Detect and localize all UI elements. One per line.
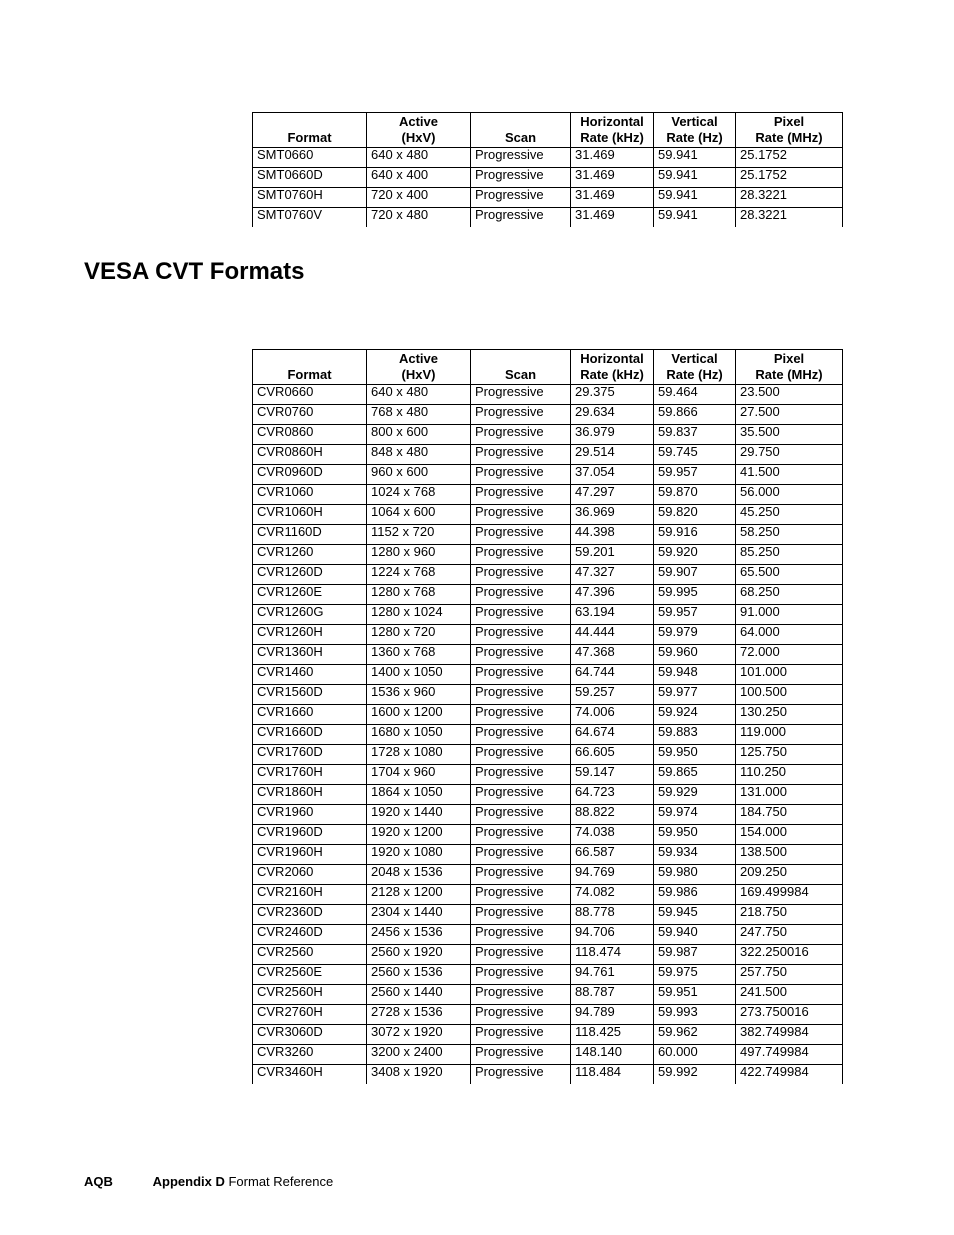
cell-format: CVR1960 bbox=[253, 805, 367, 825]
cell-pixel-rate: 28.3221 bbox=[736, 188, 843, 208]
cell-scan: Progressive bbox=[471, 525, 571, 545]
cell-active: 2128 x 1200 bbox=[367, 885, 471, 905]
cell-horizontal-rate: 66.587 bbox=[571, 845, 654, 865]
col-header-scan: Scan bbox=[471, 350, 571, 385]
cell-pixel-rate: 58.250 bbox=[736, 525, 843, 545]
cell-pixel-rate: 64.000 bbox=[736, 625, 843, 645]
cell-horizontal-rate: 29.514 bbox=[571, 445, 654, 465]
cell-horizontal-rate: 47.297 bbox=[571, 485, 654, 505]
cell-active: 1920 x 1440 bbox=[367, 805, 471, 825]
cell-format: CVR1460 bbox=[253, 665, 367, 685]
col-header-active: Active (HxV) bbox=[367, 113, 471, 148]
cell-vertical-rate: 59.941 bbox=[654, 188, 736, 208]
table-row bbox=[253, 625, 843, 645]
cell-scan: Progressive bbox=[471, 545, 571, 565]
table-row bbox=[253, 525, 843, 545]
cell-active: 3072 x 1920 bbox=[367, 1025, 471, 1045]
cell-pixel-rate: 257.750 bbox=[736, 965, 843, 985]
cell-vertical-rate: 59.980 bbox=[654, 865, 736, 885]
table-row bbox=[253, 765, 843, 785]
cell-active: 848 x 480 bbox=[367, 445, 471, 465]
table-row bbox=[253, 148, 843, 168]
cell-pixel-rate: 68.250 bbox=[736, 585, 843, 605]
table-row bbox=[253, 585, 843, 605]
cell-horizontal-rate: 37.054 bbox=[571, 465, 654, 485]
cell-horizontal-rate: 64.723 bbox=[571, 785, 654, 805]
cell-scan: Progressive bbox=[471, 1065, 571, 1085]
cell-active: 640 x 480 bbox=[367, 148, 471, 168]
cell-horizontal-rate: 31.469 bbox=[571, 168, 654, 188]
cell-vertical-rate: 59.957 bbox=[654, 605, 736, 625]
cell-horizontal-rate: 94.706 bbox=[571, 925, 654, 945]
cell-scan: Progressive bbox=[471, 188, 571, 208]
cell-active: 2560 x 1920 bbox=[367, 945, 471, 965]
cell-horizontal-rate: 88.822 bbox=[571, 805, 654, 825]
cell-pixel-rate: 72.000 bbox=[736, 645, 843, 665]
cell-vertical-rate: 59.837 bbox=[654, 425, 736, 445]
cell-pixel-rate: 110.250 bbox=[736, 765, 843, 785]
cell-scan: Progressive bbox=[471, 485, 571, 505]
cell-scan: Progressive bbox=[471, 985, 571, 1005]
table-row bbox=[253, 865, 843, 885]
cell-vertical-rate: 59.951 bbox=[654, 985, 736, 1005]
cell-vertical-rate: 59.941 bbox=[654, 168, 736, 188]
cell-format: CVR1660D bbox=[253, 725, 367, 745]
cell-format: CVR1760H bbox=[253, 765, 367, 785]
cell-vertical-rate: 59.883 bbox=[654, 725, 736, 745]
table-body bbox=[253, 385, 843, 1085]
cell-active: 1920 x 1200 bbox=[367, 825, 471, 845]
cell-active: 2560 x 1440 bbox=[367, 985, 471, 1005]
cell-horizontal-rate: 31.469 bbox=[571, 208, 654, 228]
cell-pixel-rate: 45.250 bbox=[736, 505, 843, 525]
cell-active: 1400 x 1050 bbox=[367, 665, 471, 685]
cell-active: 640 x 480 bbox=[367, 385, 471, 405]
col-header-active: Active (HxV) bbox=[367, 350, 471, 385]
cell-scan: Progressive bbox=[471, 865, 571, 885]
cell-scan: Progressive bbox=[471, 1025, 571, 1045]
cell-vertical-rate: 59.924 bbox=[654, 705, 736, 725]
cell-vertical-rate: 59.940 bbox=[654, 925, 736, 945]
table-row bbox=[253, 465, 843, 485]
col-header-format: Format bbox=[253, 350, 367, 385]
cell-format: CVR0760 bbox=[253, 405, 367, 425]
cell-active: 2560 x 1536 bbox=[367, 965, 471, 985]
cell-scan: Progressive bbox=[471, 1045, 571, 1065]
cell-horizontal-rate: 64.744 bbox=[571, 665, 654, 685]
cell-format: CVR0960D bbox=[253, 465, 367, 485]
cell-horizontal-rate: 88.787 bbox=[571, 985, 654, 1005]
table-row bbox=[253, 1005, 843, 1025]
cell-vertical-rate: 59.865 bbox=[654, 765, 736, 785]
cell-horizontal-rate: 148.140 bbox=[571, 1045, 654, 1065]
cell-format: CVR2560E bbox=[253, 965, 367, 985]
cell-active: 1864 x 1050 bbox=[367, 785, 471, 805]
cell-horizontal-rate: 88.778 bbox=[571, 905, 654, 925]
table-row bbox=[253, 1065, 843, 1085]
cell-pixel-rate: 154.000 bbox=[736, 825, 843, 845]
cell-format: CVR1660 bbox=[253, 705, 367, 725]
table-row bbox=[253, 188, 843, 208]
cell-pixel-rate: 25.1752 bbox=[736, 168, 843, 188]
table-row bbox=[253, 965, 843, 985]
cell-pixel-rate: 131.000 bbox=[736, 785, 843, 805]
appendix-label: Appendix D bbox=[152, 1174, 225, 1189]
col-header-scan: Scan bbox=[471, 113, 571, 148]
cell-active: 960 x 600 bbox=[367, 465, 471, 485]
col-header-format: Format bbox=[253, 113, 367, 148]
cell-format: CVR0860 bbox=[253, 425, 367, 445]
cell-active: 1680 x 1050 bbox=[367, 725, 471, 745]
cell-horizontal-rate: 63.194 bbox=[571, 605, 654, 625]
table-header-row bbox=[253, 113, 843, 148]
cell-pixel-rate: 100.500 bbox=[736, 685, 843, 705]
cell-pixel-rate: 41.500 bbox=[736, 465, 843, 485]
table-row bbox=[253, 845, 843, 865]
cell-vertical-rate: 59.916 bbox=[654, 525, 736, 545]
cell-format: CVR1760D bbox=[253, 745, 367, 765]
cell-active: 1704 x 960 bbox=[367, 765, 471, 785]
cell-pixel-rate: 119.000 bbox=[736, 725, 843, 745]
cell-active: 1280 x 960 bbox=[367, 545, 471, 565]
cell-scan: Progressive bbox=[471, 425, 571, 445]
cell-vertical-rate: 59.920 bbox=[654, 545, 736, 565]
cell-pixel-rate: 23.500 bbox=[736, 385, 843, 405]
cell-format: CVR0860H bbox=[253, 445, 367, 465]
cell-vertical-rate: 59.464 bbox=[654, 385, 736, 405]
cell-vertical-rate: 59.962 bbox=[654, 1025, 736, 1045]
cell-active: 1280 x 720 bbox=[367, 625, 471, 645]
cell-format: CVR2760H bbox=[253, 1005, 367, 1025]
cell-vertical-rate: 59.941 bbox=[654, 208, 736, 228]
cell-format: CVR1960H bbox=[253, 845, 367, 865]
table-row bbox=[253, 745, 843, 765]
table-row bbox=[253, 168, 843, 188]
table-row bbox=[253, 805, 843, 825]
page-footer bbox=[84, 1174, 333, 1190]
cell-scan: Progressive bbox=[471, 405, 571, 425]
cell-pixel-rate: 422.749984 bbox=[736, 1065, 843, 1085]
cell-active: 1280 x 1024 bbox=[367, 605, 471, 625]
cell-horizontal-rate: 29.634 bbox=[571, 405, 654, 425]
cell-horizontal-rate: 44.398 bbox=[571, 525, 654, 545]
cvt-format-table bbox=[252, 349, 843, 1084]
cell-vertical-rate: 59.907 bbox=[654, 565, 736, 585]
cell-scan: Progressive bbox=[471, 685, 571, 705]
cell-format: CVR2360D bbox=[253, 905, 367, 925]
cell-pixel-rate: 125.750 bbox=[736, 745, 843, 765]
table-row bbox=[253, 1025, 843, 1045]
cell-format: CVR1260E bbox=[253, 585, 367, 605]
cell-horizontal-rate: 29.375 bbox=[571, 385, 654, 405]
table-row bbox=[253, 705, 843, 725]
cell-pixel-rate: 27.500 bbox=[736, 405, 843, 425]
cell-format: CVR2160H bbox=[253, 885, 367, 905]
cell-active: 1360 x 768 bbox=[367, 645, 471, 665]
cell-pixel-rate: 138.500 bbox=[736, 845, 843, 865]
cell-pixel-rate: 184.750 bbox=[736, 805, 843, 825]
cell-vertical-rate: 59.957 bbox=[654, 465, 736, 485]
cell-scan: Progressive bbox=[471, 965, 571, 985]
cell-format: CVR1560D bbox=[253, 685, 367, 705]
col-header-pixel-rate: Pixel Rate (MHz) bbox=[736, 350, 843, 385]
table-row bbox=[253, 445, 843, 465]
cell-scan: Progressive bbox=[471, 465, 571, 485]
cell-scan: Progressive bbox=[471, 585, 571, 605]
cell-vertical-rate: 59.995 bbox=[654, 585, 736, 605]
col-header-horizontal-rate: Horizontal Rate (kHz) bbox=[571, 113, 654, 148]
cell-format: CVR1060H bbox=[253, 505, 367, 525]
col-header-horizontal-rate: Horizontal Rate (kHz) bbox=[571, 350, 654, 385]
cell-format: CVR1160D bbox=[253, 525, 367, 545]
cell-format: CVR1260G bbox=[253, 605, 367, 625]
cell-pixel-rate: 497.749984 bbox=[736, 1045, 843, 1065]
cell-scan: Progressive bbox=[471, 445, 571, 465]
cell-active: 720 x 400 bbox=[367, 188, 471, 208]
cell-vertical-rate: 59.992 bbox=[654, 1065, 736, 1085]
cell-scan: Progressive bbox=[471, 845, 571, 865]
table-row bbox=[253, 645, 843, 665]
table-row bbox=[253, 505, 843, 525]
cell-pixel-rate: 91.000 bbox=[736, 605, 843, 625]
cell-active: 1536 x 960 bbox=[367, 685, 471, 705]
cell-horizontal-rate: 74.006 bbox=[571, 705, 654, 725]
cell-horizontal-rate: 31.469 bbox=[571, 148, 654, 168]
cell-format: CVR2460D bbox=[253, 925, 367, 945]
cell-scan: Progressive bbox=[471, 148, 571, 168]
cell-pixel-rate: 382.749984 bbox=[736, 1025, 843, 1045]
section-label: Format Reference bbox=[228, 1174, 334, 1189]
table-row bbox=[253, 385, 843, 405]
cell-pixel-rate: 65.500 bbox=[736, 565, 843, 585]
cell-horizontal-rate: 47.368 bbox=[571, 645, 654, 665]
cell-pixel-rate: 218.750 bbox=[736, 905, 843, 925]
cell-format: SMT0660 bbox=[253, 148, 367, 168]
cell-pixel-rate: 247.750 bbox=[736, 925, 843, 945]
cell-vertical-rate: 59.960 bbox=[654, 645, 736, 665]
cell-pixel-rate: 101.000 bbox=[736, 665, 843, 685]
cell-scan: Progressive bbox=[471, 605, 571, 625]
cell-horizontal-rate: 59.257 bbox=[571, 685, 654, 705]
cell-active: 1064 x 600 bbox=[367, 505, 471, 525]
cell-active: 1280 x 768 bbox=[367, 585, 471, 605]
cell-vertical-rate: 59.977 bbox=[654, 685, 736, 705]
table-row bbox=[253, 1045, 843, 1065]
cell-horizontal-rate: 94.789 bbox=[571, 1005, 654, 1025]
cell-vertical-rate: 59.948 bbox=[654, 665, 736, 685]
table-header-row bbox=[253, 350, 843, 385]
cell-active: 800 x 600 bbox=[367, 425, 471, 445]
cell-format: CVR0660 bbox=[253, 385, 367, 405]
cell-vertical-rate: 59.993 bbox=[654, 1005, 736, 1025]
cell-horizontal-rate: 118.474 bbox=[571, 945, 654, 965]
cell-scan: Progressive bbox=[471, 945, 571, 965]
cell-active: 3408 x 1920 bbox=[367, 1065, 471, 1085]
table-row bbox=[253, 565, 843, 585]
table-row bbox=[253, 665, 843, 685]
table-row bbox=[253, 485, 843, 505]
cell-scan: Progressive bbox=[471, 1005, 571, 1025]
cell-vertical-rate: 59.974 bbox=[654, 805, 736, 825]
cell-scan: Progressive bbox=[471, 705, 571, 725]
cell-vertical-rate: 59.866 bbox=[654, 405, 736, 425]
cell-active: 2304 x 1440 bbox=[367, 905, 471, 925]
cell-horizontal-rate: 94.769 bbox=[571, 865, 654, 885]
table-body bbox=[253, 148, 843, 228]
cell-scan: Progressive bbox=[471, 505, 571, 525]
cell-horizontal-rate: 36.969 bbox=[571, 505, 654, 525]
cell-format: CVR1060 bbox=[253, 485, 367, 505]
cell-pixel-rate: 169.499984 bbox=[736, 885, 843, 905]
cell-vertical-rate: 59.950 bbox=[654, 825, 736, 845]
cell-horizontal-rate: 47.396 bbox=[571, 585, 654, 605]
cell-horizontal-rate: 74.038 bbox=[571, 825, 654, 845]
table-row bbox=[253, 985, 843, 1005]
cell-vertical-rate: 59.986 bbox=[654, 885, 736, 905]
cell-format: CVR1260 bbox=[253, 545, 367, 565]
col-header-vertical-rate: Vertical Rate (Hz) bbox=[654, 350, 736, 385]
cell-format: CVR3060D bbox=[253, 1025, 367, 1045]
cell-format: CVR3260 bbox=[253, 1045, 367, 1065]
cell-scan: Progressive bbox=[471, 905, 571, 925]
cell-active: 1728 x 1080 bbox=[367, 745, 471, 765]
cell-active: 2728 x 1536 bbox=[367, 1005, 471, 1025]
section-title: VESA CVT Formats bbox=[84, 258, 305, 285]
cell-scan: Progressive bbox=[471, 725, 571, 745]
smt-format-table bbox=[252, 112, 843, 227]
cell-vertical-rate: 59.934 bbox=[654, 845, 736, 865]
cell-vertical-rate: 59.975 bbox=[654, 965, 736, 985]
cell-scan: Progressive bbox=[471, 208, 571, 228]
cell-pixel-rate: 209.250 bbox=[736, 865, 843, 885]
cell-vertical-rate: 59.950 bbox=[654, 745, 736, 765]
cell-active: 1920 x 1080 bbox=[367, 845, 471, 865]
cell-horizontal-rate: 31.469 bbox=[571, 188, 654, 208]
cell-vertical-rate: 60.000 bbox=[654, 1045, 736, 1065]
cell-vertical-rate: 59.987 bbox=[654, 945, 736, 965]
cell-active: 2456 x 1536 bbox=[367, 925, 471, 945]
table-row bbox=[253, 685, 843, 705]
table-row bbox=[253, 725, 843, 745]
cell-active: 1600 x 1200 bbox=[367, 705, 471, 725]
cell-horizontal-rate: 66.605 bbox=[571, 745, 654, 765]
cell-scan: Progressive bbox=[471, 805, 571, 825]
cell-pixel-rate: 322.250016 bbox=[736, 945, 843, 965]
cell-horizontal-rate: 44.444 bbox=[571, 625, 654, 645]
cell-active: 720 x 480 bbox=[367, 208, 471, 228]
cell-scan: Progressive bbox=[471, 825, 571, 845]
cell-active: 640 x 400 bbox=[367, 168, 471, 188]
cell-active: 3200 x 2400 bbox=[367, 1045, 471, 1065]
cell-scan: Progressive bbox=[471, 625, 571, 645]
cell-vertical-rate: 59.929 bbox=[654, 785, 736, 805]
table-row bbox=[253, 208, 843, 228]
cell-vertical-rate: 59.941 bbox=[654, 148, 736, 168]
cell-format: CVR1960D bbox=[253, 825, 367, 845]
cell-horizontal-rate: 94.761 bbox=[571, 965, 654, 985]
cell-scan: Progressive bbox=[471, 785, 571, 805]
cell-scan: Progressive bbox=[471, 385, 571, 405]
table-row bbox=[253, 425, 843, 445]
cell-horizontal-rate: 74.082 bbox=[571, 885, 654, 905]
cell-scan: Progressive bbox=[471, 765, 571, 785]
col-header-vertical-rate: Vertical Rate (Hz) bbox=[654, 113, 736, 148]
table-row bbox=[253, 945, 843, 965]
cell-vertical-rate: 59.945 bbox=[654, 905, 736, 925]
cell-vertical-rate: 59.870 bbox=[654, 485, 736, 505]
cell-format: CVR1860H bbox=[253, 785, 367, 805]
page-number: AQB bbox=[84, 1174, 113, 1189]
cell-format: SMT0660D bbox=[253, 168, 367, 188]
cell-scan: Progressive bbox=[471, 885, 571, 905]
cell-pixel-rate: 56.000 bbox=[736, 485, 843, 505]
table-row bbox=[253, 405, 843, 425]
cell-scan: Progressive bbox=[471, 168, 571, 188]
cell-active: 2048 x 1536 bbox=[367, 865, 471, 885]
cell-pixel-rate: 241.500 bbox=[736, 985, 843, 1005]
cell-format: CVR3460H bbox=[253, 1065, 367, 1085]
cell-active: 1152 x 720 bbox=[367, 525, 471, 545]
cell-pixel-rate: 29.750 bbox=[736, 445, 843, 465]
cell-format: CVR2560H bbox=[253, 985, 367, 1005]
cell-format: CVR1360H bbox=[253, 645, 367, 665]
table-row bbox=[253, 785, 843, 805]
cell-pixel-rate: 130.250 bbox=[736, 705, 843, 725]
cell-scan: Progressive bbox=[471, 645, 571, 665]
cell-format: SMT0760V bbox=[253, 208, 367, 228]
cell-active: 1024 x 768 bbox=[367, 485, 471, 505]
table-row bbox=[253, 905, 843, 925]
table-row bbox=[253, 605, 843, 625]
table-row bbox=[253, 925, 843, 945]
cell-pixel-rate: 25.1752 bbox=[736, 148, 843, 168]
cell-horizontal-rate: 64.674 bbox=[571, 725, 654, 745]
cell-scan: Progressive bbox=[471, 665, 571, 685]
cell-horizontal-rate: 36.979 bbox=[571, 425, 654, 445]
cell-horizontal-rate: 59.147 bbox=[571, 765, 654, 785]
cell-pixel-rate: 85.250 bbox=[736, 545, 843, 565]
cell-horizontal-rate: 118.484 bbox=[571, 1065, 654, 1085]
cell-format: CVR1260D bbox=[253, 565, 367, 585]
cell-horizontal-rate: 118.425 bbox=[571, 1025, 654, 1045]
cell-pixel-rate: 35.500 bbox=[736, 425, 843, 445]
cell-format: CVR2060 bbox=[253, 865, 367, 885]
table-row bbox=[253, 545, 843, 565]
cell-vertical-rate: 59.745 bbox=[654, 445, 736, 465]
cell-format: CVR2560 bbox=[253, 945, 367, 965]
cell-horizontal-rate: 47.327 bbox=[571, 565, 654, 585]
cell-horizontal-rate: 59.201 bbox=[571, 545, 654, 565]
cell-scan: Progressive bbox=[471, 565, 571, 585]
col-header-pixel-rate: Pixel Rate (MHz) bbox=[736, 113, 843, 148]
cell-format: CVR1260H bbox=[253, 625, 367, 645]
table-row bbox=[253, 825, 843, 845]
cell-pixel-rate: 28.3221 bbox=[736, 208, 843, 228]
table-row bbox=[253, 885, 843, 905]
cell-pixel-rate: 273.750016 bbox=[736, 1005, 843, 1025]
cell-active: 1224 x 768 bbox=[367, 565, 471, 585]
cell-scan: Progressive bbox=[471, 745, 571, 765]
cell-active: 768 x 480 bbox=[367, 405, 471, 425]
cell-scan: Progressive bbox=[471, 925, 571, 945]
cell-vertical-rate: 59.820 bbox=[654, 505, 736, 525]
cell-format: SMT0760H bbox=[253, 188, 367, 208]
cell-vertical-rate: 59.979 bbox=[654, 625, 736, 645]
